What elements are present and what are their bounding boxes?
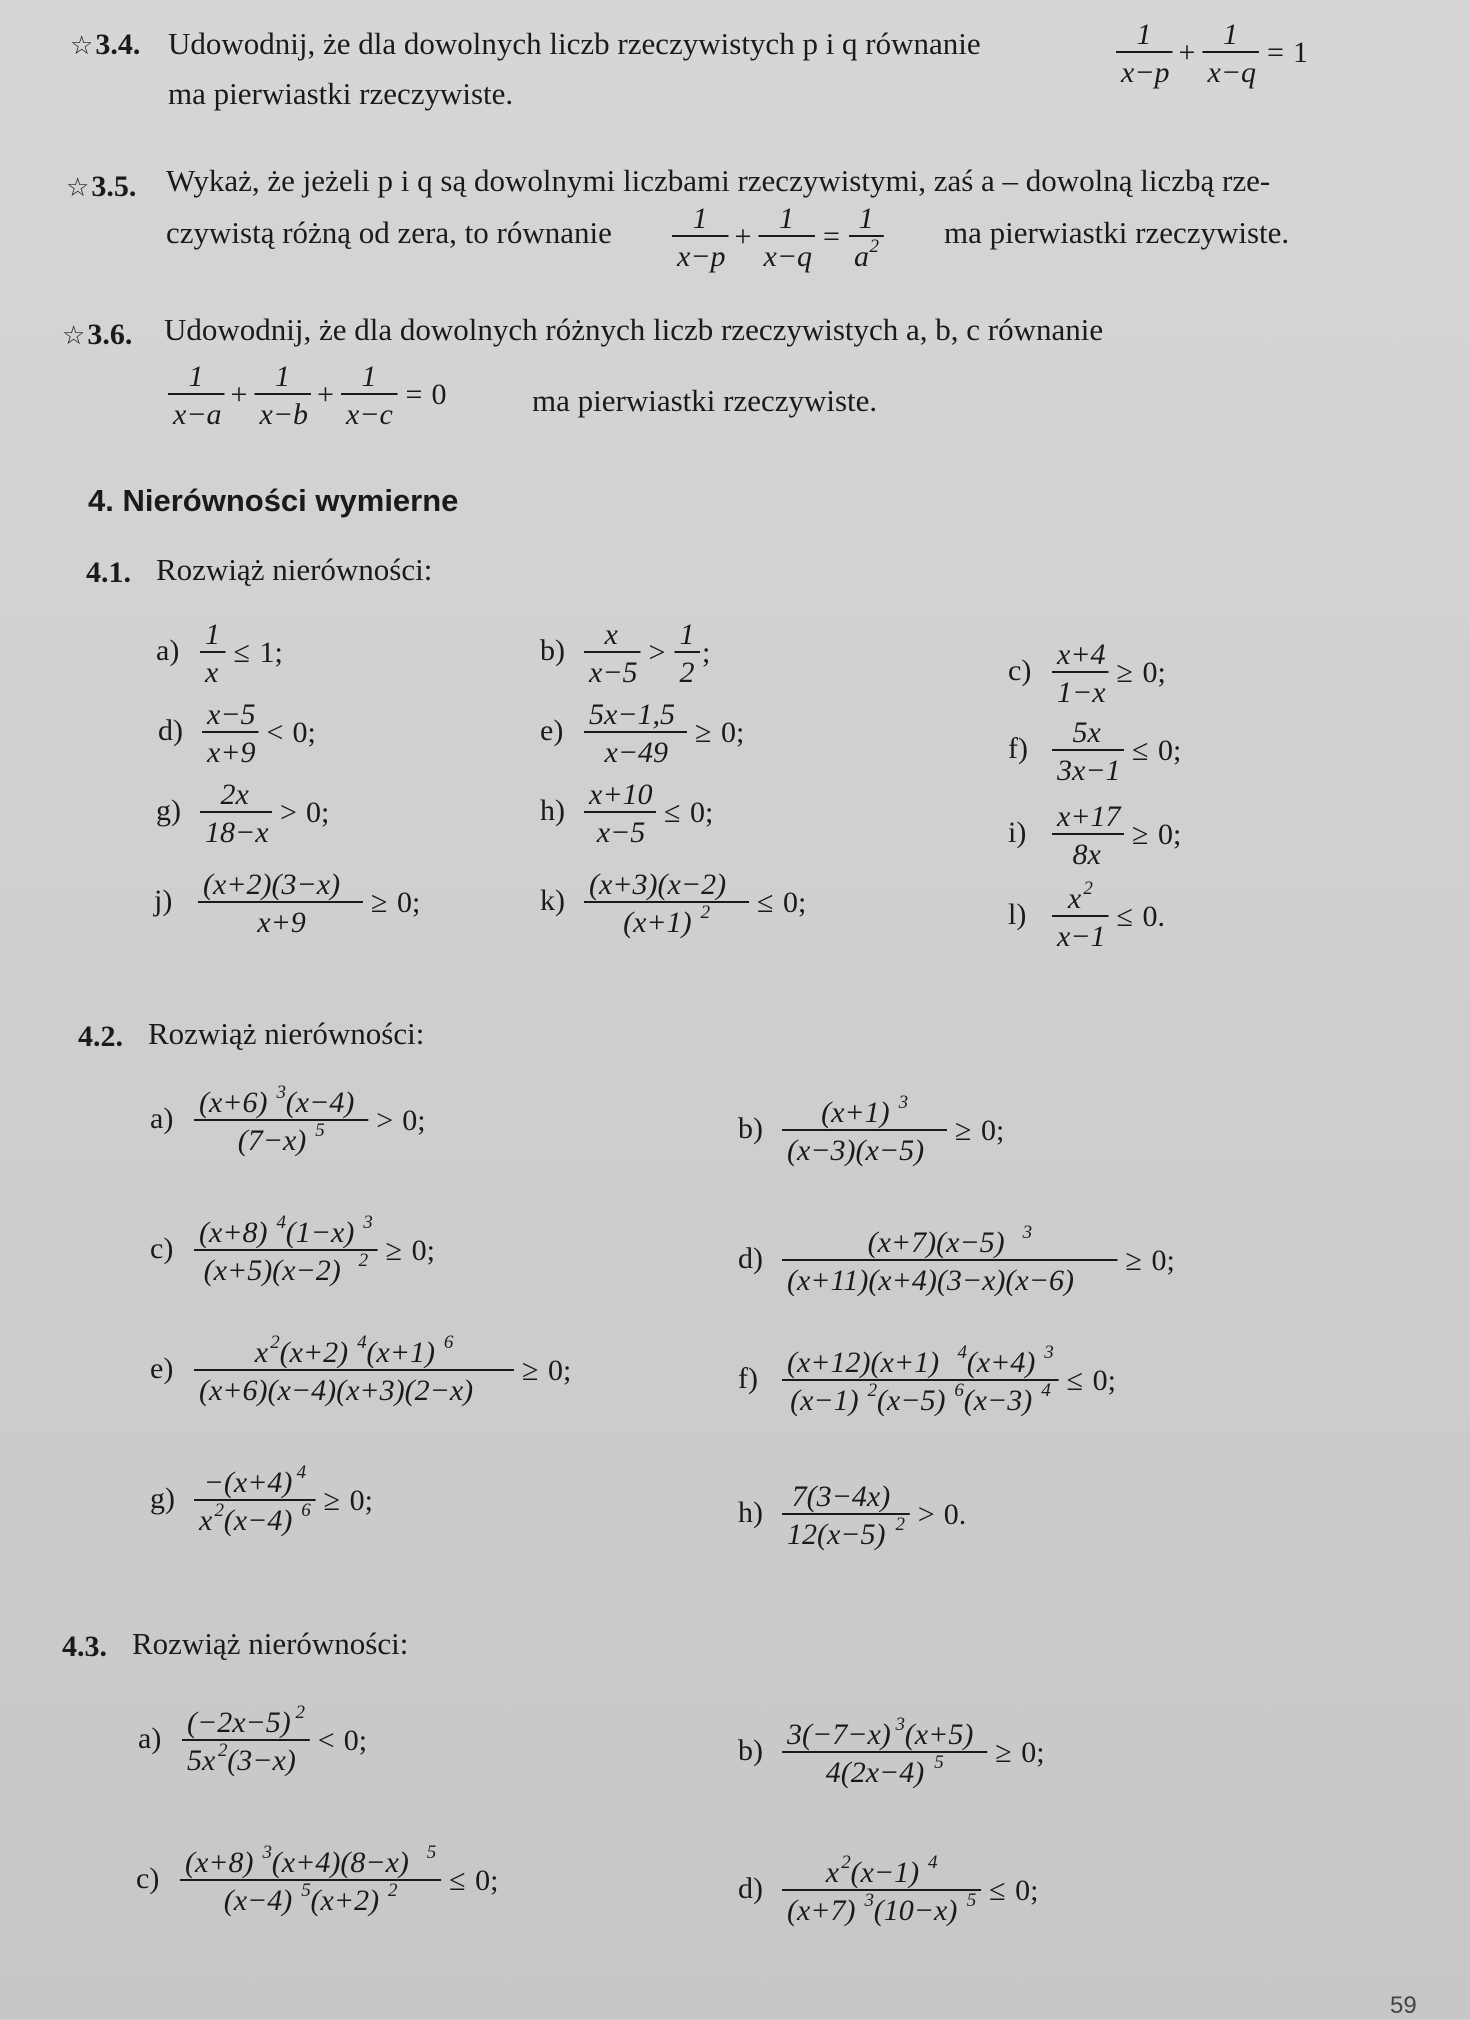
- math-text: ;: [702, 636, 711, 669]
- math-text: 1: [692, 202, 708, 235]
- math-text: =: [1267, 36, 1284, 69]
- problem-text: ma pierwiastki rzeczywiste.: [944, 215, 1290, 250]
- math-text: x+17: [1057, 800, 1121, 833]
- problem-text: ma pierwiastki rzeczywiste.: [168, 76, 514, 111]
- item-label: d): [738, 1872, 763, 1905]
- math-text: 0: [431, 378, 447, 411]
- item-formula: [778, 1474, 1418, 1564]
- math-text: 3: [1044, 1342, 1054, 1363]
- math-text: 1: [361, 360, 377, 393]
- item-formula: [778, 1850, 1418, 1940]
- exercise-number: 4.2.: [78, 1020, 123, 1053]
- equation-svg: [1112, 16, 1372, 90]
- item-label: c): [1008, 654, 1032, 687]
- math-text: 0;: [292, 716, 316, 749]
- math-text: (x+1): [821, 1096, 890, 1129]
- item-label: l): [1008, 898, 1027, 931]
- math-text: 3: [262, 1842, 272, 1863]
- item-formula: [1048, 632, 1470, 722]
- math-text: 0;: [1142, 656, 1166, 689]
- math-text: 5: [315, 1120, 325, 1141]
- math-text: ≤: [1132, 734, 1149, 767]
- item-formula: [194, 862, 634, 952]
- math-text: (x−5): [876, 1384, 946, 1417]
- math-text: 3(−7−x): [787, 1718, 891, 1751]
- math-text: (−2x−5): [187, 1706, 291, 1739]
- item-label: j): [154, 884, 173, 917]
- math-text: x−c: [346, 398, 393, 431]
- math-text: ≤: [1116, 900, 1133, 933]
- item-formula: [196, 612, 636, 702]
- math-text: x−49: [604, 736, 669, 769]
- problem-text: Wykaż, że jeżeli p i q są dowolnymi liczbami rzeczywistymi, zaś a – dowolną liczbą rze-: [166, 163, 1271, 198]
- math-text: 3: [276, 1082, 286, 1103]
- math-text: 3: [895, 1714, 905, 1735]
- math-text: 2: [270, 1332, 280, 1353]
- math-text: 2: [295, 1702, 305, 1723]
- math-text: 4: [1041, 1380, 1051, 1401]
- math-text: x−a: [173, 398, 222, 431]
- math-text: 12(x−5): [787, 1518, 886, 1551]
- item-label: a): [150, 1102, 174, 1135]
- math-text: 1−x: [1057, 676, 1106, 709]
- item-label: b): [738, 1112, 763, 1145]
- equation-svg: [164, 358, 534, 432]
- math-text: (x−4): [285, 1086, 355, 1119]
- math-text: (x+12)(x+1): [787, 1346, 940, 1379]
- math-text: 2: [1083, 878, 1093, 899]
- math-text: 0;: [1015, 1874, 1039, 1907]
- math-text: x−q: [763, 240, 813, 273]
- math-text: (1−x): [285, 1216, 355, 1249]
- math-text: 3: [898, 1092, 909, 1113]
- math-text: 3: [864, 1890, 874, 1911]
- item-formula: [778, 1712, 1418, 1802]
- math-text: ≥: [323, 1484, 341, 1517]
- problem-text: Udowodnij, że dla dowolnych liczb rzeczywistych p i q równanie: [168, 26, 981, 61]
- math-text: (x−3)(x−5): [787, 1134, 925, 1167]
- math-text: 4: [357, 1332, 367, 1353]
- math-text: 2: [358, 1250, 369, 1271]
- math-text: 4: [296, 1462, 307, 1483]
- math-text: 2: [895, 1514, 905, 1535]
- math-text: 1: [188, 360, 204, 393]
- math-text: 1: [858, 202, 874, 235]
- math-text: 2: [679, 656, 695, 689]
- math-text: +: [1178, 36, 1196, 69]
- item-label: d): [738, 1242, 763, 1275]
- item-label: h): [540, 794, 565, 827]
- item-label: f): [738, 1362, 758, 1395]
- star-icon: ☆: [66, 173, 90, 202]
- math-text: ≤: [233, 636, 250, 669]
- math-text: 2: [841, 1852, 851, 1873]
- math-text: 1: [275, 360, 290, 393]
- math-text: 4: [276, 1212, 286, 1233]
- equation-svg: [668, 200, 943, 274]
- math-text: 1: [1136, 18, 1152, 51]
- exercise-number: 4.3.: [62, 1630, 107, 1663]
- item-formula: [1048, 710, 1470, 800]
- math-text: 6: [301, 1500, 311, 1521]
- math-text: x: [604, 618, 618, 651]
- math-text: ≤: [664, 796, 681, 829]
- math-text: x−p: [677, 240, 726, 273]
- math-text: x+4: [1057, 638, 1106, 671]
- math-text: x−1: [1057, 920, 1106, 953]
- math-text: 5: [934, 1752, 944, 1773]
- math-text: (x+5)(x−2): [203, 1254, 341, 1287]
- math-text: (x+8): [185, 1846, 254, 1879]
- math-text: ≤: [449, 1864, 466, 1897]
- math-text: x−b: [259, 398, 309, 431]
- math-text: 5x−1,5: [589, 698, 676, 731]
- item-formula: [198, 692, 638, 782]
- math-text: (x+1): [366, 1336, 435, 1369]
- math-text: 5x: [187, 1744, 216, 1777]
- math-text: (x+2)(3−x): [203, 868, 341, 901]
- math-text: x+9: [257, 906, 306, 939]
- math-text: 0;: [411, 1234, 435, 1267]
- math-text: 4: [928, 1852, 938, 1873]
- math-text: x+10: [589, 778, 653, 811]
- math-text: 2: [218, 1740, 228, 1761]
- math-text: 0;: [721, 716, 745, 749]
- math-text: 3x−1: [1057, 754, 1121, 787]
- math-text: ≤: [757, 886, 774, 919]
- math-text: 6: [443, 1332, 454, 1353]
- math-text: >: [280, 796, 297, 829]
- item-formula: [580, 692, 1020, 782]
- exercise-title: Rozwiąż nierówności:: [148, 1016, 425, 1051]
- exercise-title: Rozwiąż nierówności:: [132, 1626, 409, 1661]
- math-text: 2x: [220, 778, 249, 811]
- math-text: >: [376, 1104, 394, 1137]
- math-text: 2: [700, 902, 711, 923]
- math-text: +: [734, 220, 752, 253]
- math-text: 0;: [690, 796, 714, 829]
- math-text: ≥: [371, 886, 388, 919]
- math-text: 5: [966, 1890, 977, 1911]
- math-text: 3: [1022, 1222, 1033, 1243]
- item-label: c): [150, 1232, 174, 1265]
- math-text: =: [405, 378, 423, 411]
- item-label: a): [138, 1722, 162, 1755]
- math-text: >: [917, 1498, 935, 1531]
- math-text: 5: [301, 1880, 311, 1901]
- equation: [164, 358, 534, 437]
- math-text: 0.: [1142, 900, 1165, 933]
- math-text: 0;: [475, 1864, 499, 1897]
- item-label: e): [540, 714, 564, 747]
- math-text: 0;: [1151, 1244, 1175, 1277]
- math-text: 0;: [1158, 818, 1182, 851]
- item-formula: [190, 1460, 830, 1550]
- math-text: 1: [1293, 36, 1308, 69]
- item-formula: [178, 1700, 818, 1790]
- page-number: 59: [1390, 1992, 1417, 2019]
- item-label: g): [150, 1482, 175, 1515]
- item-formula: [1048, 794, 1470, 884]
- math-text: 2: [388, 1880, 398, 1901]
- math-text: (x+7): [787, 1894, 856, 1927]
- math-text: (x+3)(x−2): [589, 868, 727, 901]
- math-text: 1;: [259, 636, 283, 669]
- item-label: e): [150, 1352, 174, 1385]
- problem-number: ☆3.5.: [66, 170, 137, 203]
- math-text: ≥: [1125, 1244, 1142, 1277]
- math-text: 4: [957, 1342, 967, 1363]
- math-text: (3−x): [227, 1744, 296, 1777]
- math-text: x: [205, 656, 219, 689]
- item-formula: [190, 1330, 830, 1420]
- item-formula: [580, 612, 1020, 702]
- math-text: ≥: [1132, 818, 1149, 851]
- item-formula: [778, 1220, 1418, 1310]
- math-text: x: [825, 1856, 840, 1889]
- math-text: (x+2): [279, 1336, 349, 1369]
- math-text: (x+7)(x−5): [867, 1226, 1005, 1259]
- math-text: 0;: [783, 886, 807, 919]
- math-text: ≤: [1066, 1364, 1084, 1397]
- math-text: (x−3): [963, 1384, 1033, 1417]
- math-text: 7(3−4x): [791, 1480, 891, 1513]
- math-text: ≥: [1116, 656, 1133, 689]
- item-label: c): [136, 1862, 160, 1895]
- item-formula: [580, 862, 1020, 952]
- math-text: 0;: [397, 886, 421, 919]
- math-text: (x+4): [966, 1346, 1036, 1379]
- equation: [1112, 16, 1372, 95]
- item-formula: [1048, 876, 1470, 966]
- equation: [668, 200, 943, 279]
- problem-text: czywistą różną od zera, to równanie: [166, 215, 612, 250]
- math-text: (x−4): [223, 1504, 293, 1537]
- math-text: ≥: [995, 1736, 1012, 1769]
- math-text: =: [823, 220, 840, 253]
- math-text: x: [254, 1336, 269, 1369]
- math-text: 0;: [548, 1354, 572, 1387]
- math-text: 5: [426, 1842, 437, 1863]
- section-title: 4. Nierówności wymierne: [88, 483, 459, 518]
- math-text: (x−1): [790, 1384, 859, 1417]
- math-text: (x+6)(x−4)(x+3)(2−x): [199, 1374, 474, 1407]
- math-text: ≥: [385, 1234, 403, 1267]
- math-text: 0;: [402, 1104, 426, 1137]
- math-text: x+9: [207, 736, 256, 769]
- math-text: 5x: [1072, 716, 1101, 749]
- math-text: 1: [1223, 18, 1238, 51]
- item-label: k): [540, 884, 565, 917]
- problem-text: ma pierwiastki rzeczywiste.: [532, 383, 878, 418]
- math-text: ≥: [522, 1354, 539, 1387]
- math-text: (x−4): [223, 1884, 293, 1917]
- math-text: 0;: [343, 1724, 368, 1757]
- math-text: x: [199, 1504, 213, 1537]
- math-text: 6: [954, 1380, 964, 1401]
- item-label: i): [1008, 816, 1027, 849]
- item-formula: [176, 1840, 816, 1930]
- math-text: (x+6): [199, 1086, 268, 1119]
- math-text: 0;: [349, 1484, 373, 1517]
- math-text: <: [266, 716, 284, 749]
- math-text: 2: [867, 1380, 878, 1401]
- math-text: 1: [779, 202, 794, 235]
- item-label: f): [1008, 732, 1028, 765]
- item-label: b): [540, 634, 565, 667]
- math-text: 2: [869, 236, 879, 257]
- math-text: <: [317, 1724, 335, 1757]
- item-formula: [196, 772, 636, 862]
- math-text: (x+5): [904, 1718, 974, 1751]
- math-text: 0;: [306, 796, 330, 829]
- math-text: (10−x): [873, 1894, 958, 1927]
- item-formula: [190, 1080, 830, 1170]
- problem-text: Udowodnij, że dla dowolnych różnych liczb rzeczywistych a, b, c równanie: [164, 312, 1104, 347]
- math-text: 3: [363, 1212, 373, 1233]
- star-icon: ☆: [70, 31, 94, 60]
- exercise-number: 4.1.: [86, 556, 131, 589]
- math-text: (x−1): [850, 1856, 920, 1889]
- math-text: 0.: [943, 1498, 967, 1531]
- math-text: +: [317, 378, 334, 411]
- math-text: (x+11)(x+4)(3−x)(x−6): [787, 1264, 1074, 1297]
- math-text: 8x: [1072, 838, 1101, 871]
- math-text: x−5: [589, 656, 638, 689]
- math-text: (x+2): [310, 1884, 380, 1917]
- math-text: x−5: [596, 816, 646, 849]
- item-formula: [190, 1210, 830, 1300]
- math-text: 0;: [1021, 1736, 1045, 1769]
- math-text: 1: [679, 618, 695, 651]
- item-label: g): [156, 794, 181, 827]
- math-text: (x+1): [623, 906, 692, 939]
- math-text: a: [854, 240, 869, 273]
- math-text: −(x+4): [203, 1466, 293, 1499]
- item-label: h): [738, 1496, 763, 1529]
- math-text: (x+4)(8−x): [271, 1846, 409, 1879]
- math-text: x−5: [207, 698, 256, 731]
- item-label: a): [156, 634, 180, 667]
- math-text: 0;: [981, 1114, 1005, 1147]
- math-text: (x+8): [199, 1216, 268, 1249]
- problem-number: ☆3.6.: [62, 318, 133, 351]
- math-text: 0;: [1092, 1364, 1116, 1397]
- math-text: 18−x: [205, 816, 269, 849]
- math-text: (7−x): [237, 1124, 307, 1157]
- math-text: ≥: [955, 1114, 972, 1147]
- item-formula: [778, 1090, 1418, 1180]
- item-formula: [580, 772, 1020, 862]
- math-text: >: [648, 636, 666, 669]
- exercise-title: Rozwiąż nierówności:: [156, 552, 433, 587]
- star-icon: ☆: [62, 321, 86, 350]
- math-text: x−p: [1121, 56, 1170, 89]
- math-text: +: [230, 378, 248, 411]
- item-formula: [778, 1340, 1418, 1430]
- math-text: x−q: [1207, 56, 1257, 89]
- math-text: 1: [205, 618, 220, 651]
- math-text: ≤: [989, 1874, 1006, 1907]
- problem-number: ☆3.4.: [70, 28, 141, 61]
- math-text: 0;: [1158, 734, 1182, 767]
- item-label: d): [158, 714, 183, 747]
- math-text: x: [1067, 882, 1082, 915]
- math-text: 2: [214, 1500, 224, 1521]
- math-text: ≥: [695, 716, 712, 749]
- math-text: 4(2x−4): [825, 1756, 925, 1789]
- item-label: b): [738, 1734, 763, 1767]
